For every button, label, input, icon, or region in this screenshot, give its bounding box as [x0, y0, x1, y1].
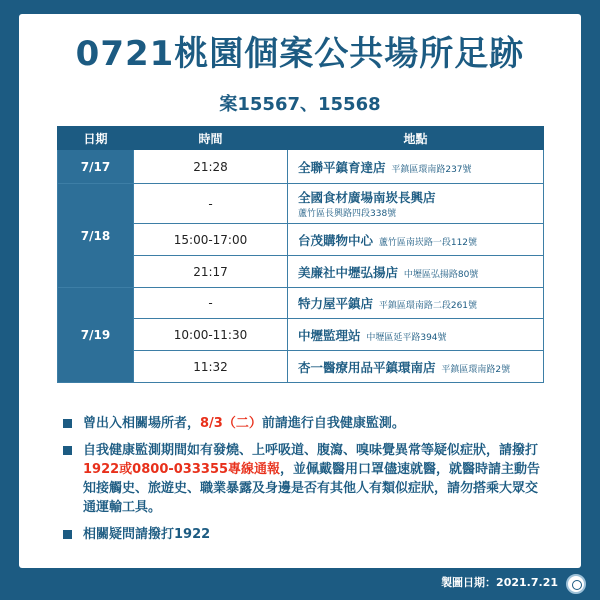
place-name: 中壢監理站 — [298, 327, 361, 343]
notes-list — [63, 414, 543, 552]
place-address: 平鎮區環南路237號 — [391, 164, 472, 175]
table-row — [58, 150, 544, 184]
place-name: 杏一醫療用品平鎮環南店 — [298, 359, 436, 375]
time-cell: 15:00-17:00 — [134, 224, 288, 256]
place-name: 全國食材廣場南崁長興店 — [298, 190, 436, 205]
header-time: 時間 — [134, 127, 288, 150]
place-name: 全聯平鎮育達店 — [298, 159, 386, 175]
time-cell: 10:00-11:30 — [134, 319, 288, 351]
place-cell — [288, 288, 544, 319]
place-cell — [288, 319, 544, 351]
note-symptoms: 自我健康監測期間如有發燒、上呼吸道、腹瀉、嗅味覺異常等疑似症狀，請撥打1922或0800-033355專線通報，並佩戴醫用口罩儘速就醫，就醫時請主動告知接觸史、旅遊史、職業暴露及身邊是否有其他人有類似症狀，請勿搭乘大眾交通運輸工具。 — [63, 441, 543, 517]
case-subtitle: 案15567、15568 — [219, 94, 381, 115]
seal-logo-icon — [566, 574, 586, 594]
monitor-deadline: 8/3（二） — [200, 416, 262, 431]
table-row — [58, 288, 544, 319]
place-cell — [288, 351, 544, 383]
table-header-row — [58, 127, 544, 150]
time-cell: 11:32 — [134, 351, 288, 383]
note-inquiry: 相關疑問請撥打1922 — [63, 525, 543, 544]
place-address: 蘆竹區長興路四段338號 — [298, 209, 397, 219]
date-cell: 7/17 — [58, 150, 134, 184]
place-name: 台茂購物中心 — [298, 232, 374, 248]
production-date: 製圖日期：2021.7.21 — [441, 576, 558, 589]
footprint-table — [57, 126, 544, 383]
header-date: 日期 — [58, 127, 134, 150]
bullet-square-icon — [63, 446, 72, 455]
place-cell — [288, 256, 544, 288]
table-row — [58, 184, 544, 224]
bullet-square-icon — [63, 419, 72, 428]
time-cell: - — [134, 288, 288, 319]
date-cell: 7/18 — [58, 184, 134, 288]
bullet-square-icon — [63, 530, 72, 539]
place-address: 中壢區延平路394號 — [366, 332, 447, 343]
place-address: 中壢區弘揚路80號 — [403, 269, 479, 280]
hotline-number: 1922或0800-033355專線通報 — [83, 462, 281, 477]
place-name: 特力屋平鎮店 — [298, 296, 374, 311]
place-cell — [288, 184, 544, 224]
page-title: 0721桃園個案公共場所足跡 — [75, 34, 525, 74]
place-address: 蘆竹區南崁路一段112號 — [378, 237, 478, 248]
header-place: 地點 — [288, 127, 544, 150]
time-cell: - — [134, 184, 288, 224]
date-cell: 7/19 — [58, 288, 134, 383]
note-monitoring: 曾出入相關場所者，8/3（二）前請進行自我健康監測。 — [63, 414, 543, 433]
place-address: 平鎮區環南路二段261號 — [378, 301, 478, 311]
poster-card — [19, 14, 581, 568]
time-cell: 21:17 — [134, 256, 288, 288]
place-cell — [288, 224, 544, 256]
place-address: 平鎮區環南路2號 — [441, 364, 511, 375]
time-cell: 21:28 — [134, 150, 288, 184]
place-name: 美廉社中壢弘揚店 — [298, 264, 399, 280]
place-cell — [288, 150, 544, 184]
